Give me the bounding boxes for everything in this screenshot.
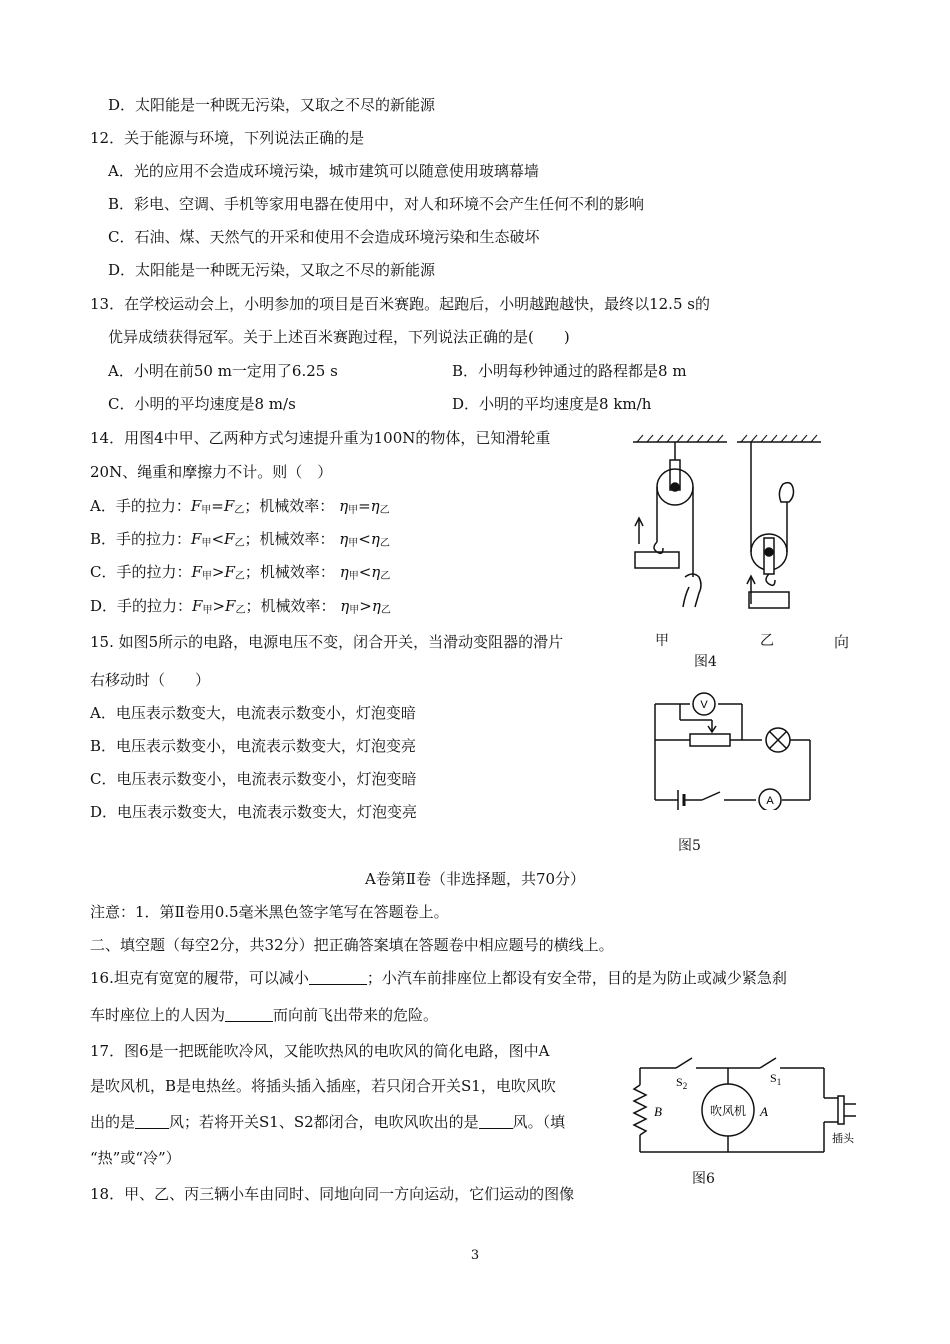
q17-line4: “热”或“冷”） bbox=[90, 1149, 181, 1167]
q13-option-b: B．小明每秒钟通过的路程都是8 m bbox=[452, 362, 687, 380]
q13-option-a: A．小明在前50 m一定用了6.25 s bbox=[108, 362, 338, 380]
part-two-heading: 二、填空题（每空2分，共32分）把正确答案填在答题卷中相应题号的横线上。 bbox=[90, 936, 614, 954]
q12-stem: 12．关于能源与环境，下列说法正确的是 bbox=[90, 129, 365, 147]
figure-6-caption: 图6 bbox=[692, 1171, 715, 1187]
figure-5-caption: 图5 bbox=[678, 838, 701, 854]
q14-option-c: C．手的拉力：$F_甲>F_乙$；机械效率： $\eta_甲<\eta_乙$ bbox=[90, 563, 391, 582]
figure-6-a-label: A bbox=[760, 1104, 768, 1119]
figure-4-pulleys bbox=[625, 432, 835, 637]
q12-option-d: D．太阳能是一种既无污染，又取之不尽的新能源 bbox=[108, 261, 436, 279]
q16-blank-2 bbox=[225, 1007, 273, 1022]
q15-option-d: D．电压表示数变大，电流表示数变大，灯泡变亮 bbox=[90, 803, 418, 821]
figure-6-plug-label: 插头 bbox=[832, 1132, 854, 1145]
q17-blank-2 bbox=[479, 1114, 513, 1129]
figure-5-ammeter-label: A bbox=[766, 795, 774, 807]
q14-stem-line2: 20N、绳重和摩擦力不计。则（ ） bbox=[90, 463, 333, 481]
q11-option-d: D．太阳能是一种既无污染，又取之不尽的新能源 bbox=[108, 96, 436, 114]
figure-6-circuit bbox=[628, 1040, 860, 1160]
q12-option-a: A．光的应用不会造成环境污染，城市建筑可以随意使用玻璃幕墙 bbox=[108, 162, 539, 180]
q18-line1: 18．甲、乙、丙三辆小车由同时、同地向同一方向运动，它们运动的图像 bbox=[90, 1185, 575, 1203]
q17-blank-1 bbox=[135, 1114, 169, 1129]
figure-4-label-jia: 甲 bbox=[655, 633, 669, 649]
page-number: 3 bbox=[470, 1248, 480, 1263]
figure-5-circuit bbox=[650, 682, 820, 810]
q17-line3: 出的是 风；若将开关S1、S2都闭合，电吹风吹出的是 风。（填 bbox=[90, 1113, 566, 1131]
q15-stem-line1: 15. 如图5所示的电路，电源电压不变，闭合开关，当滑动变阻器的滑片 bbox=[90, 633, 564, 651]
section-title: A卷第Ⅱ卷（非选择题，共70分） bbox=[364, 870, 586, 888]
q15-option-a: A．电压表示数变大，电流表示数变小，灯泡变暗 bbox=[90, 704, 416, 722]
q15-stem-line2: 右移动时（ ） bbox=[90, 671, 211, 689]
q15-stem-tail: 向 bbox=[834, 633, 850, 651]
q16-line2: 车时座位上的人因为 而向前飞出带来的危险。 bbox=[90, 1006, 439, 1024]
q15-option-b: B．电压表示数变小，电流表示数变大，灯泡变亮 bbox=[90, 737, 417, 755]
q17-line2: 是吹风机，B是电热丝。将插头插入插座，若只闭合开关S1，电吹风吹 bbox=[90, 1077, 556, 1095]
q15-option-c: C．电压表示数变小，电流表示数变小，灯泡变暗 bbox=[90, 770, 417, 788]
q14-option-b: B．手的拉力：$F_甲<F_乙$；机械效率： $\eta_甲<\eta_乙$ bbox=[90, 530, 390, 549]
figure-6-b-label: B bbox=[654, 1104, 662, 1119]
figure-5-voltmeter-label: V bbox=[700, 699, 708, 711]
q12-option-c: C．石油、煤、天然气的开采和使用不会造成环境污染和生态破坏 bbox=[108, 228, 540, 246]
q14-option-d: D．手的拉力：$F_甲>F_乙$；机械效率： $\eta_甲>\eta_乙$ bbox=[90, 597, 391, 616]
q17-line1: 17．图6是一把既能吹冷风，又能吹热风的电吹风的简化电路，图中A bbox=[90, 1042, 550, 1060]
q16-blank-1 bbox=[309, 970, 367, 985]
q14-stem-line1: 14．用图4中甲、乙两种方式匀速提升重为100N的物体，已知滑轮重 bbox=[90, 429, 551, 447]
q13-stem-line2: 优异成绩获得冠军。关于上述百米赛跑过程，下列说法正确的是( ) bbox=[108, 328, 570, 346]
q14-option-a: A．手的拉力：$F_甲=F_乙$；机械效率： $\eta_甲=\eta_乙$ bbox=[90, 497, 390, 516]
q13-option-c: C．小明的平均速度是8 m/s bbox=[108, 395, 296, 413]
figure-6-fan-label: 吹风机 bbox=[709, 1104, 747, 1118]
q13-stem-line1: 13．在学校运动会上，小明参加的项目是百米赛跑。起跑后，小明越跑越快，最终以12.5 s的 bbox=[90, 295, 710, 313]
figure-4-label-yi: 乙 bbox=[760, 633, 774, 649]
figure-4-caption: 图4 bbox=[694, 654, 717, 670]
q13-option-d: D．小明的平均速度是8 km/h bbox=[452, 395, 652, 413]
notice: 注意：1．第Ⅱ卷用0.5毫米黑色签字笔写在答题卷上。 bbox=[90, 903, 449, 921]
figure-6-s1-label: $S_1$ bbox=[770, 1071, 782, 1087]
q12-option-b: B．彩电、空调、手机等家用电器在使用中，对人和环境不会产生任何不利的影响 bbox=[108, 195, 645, 213]
q16-line1: 16.坦克有宽宽的履带，可以减小 ；小汽车前排座位上都设有安全带，目的是为防止或减少紧急刹 bbox=[90, 969, 787, 987]
figure-6-s2-label: $S_2$ bbox=[676, 1075, 688, 1091]
